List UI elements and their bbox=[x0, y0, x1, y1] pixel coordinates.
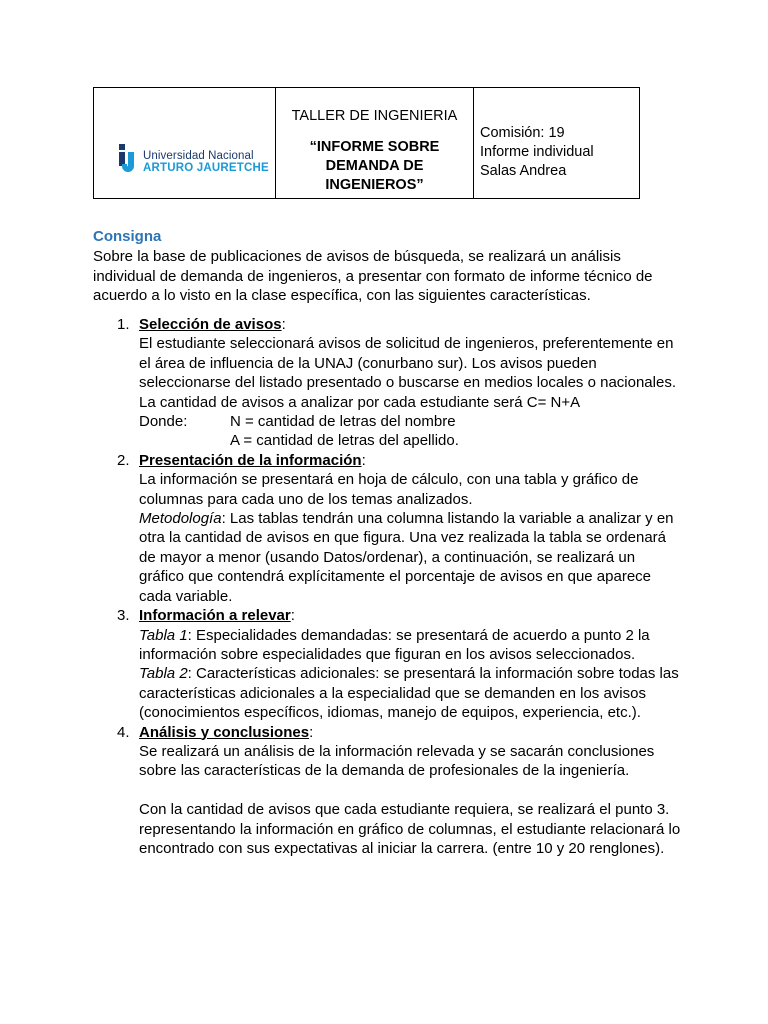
logo-cell bbox=[94, 88, 276, 199]
university-logo bbox=[118, 140, 269, 180]
tabla1-text: : Especialidades demandadas: se presentará de acuerdo a punto 2 la información sobre especialidades que figuran en los avisos seleccionados. bbox=[139, 626, 650, 663]
donde-label: Donde: bbox=[139, 413, 188, 431]
heading-colon: : bbox=[281, 316, 286, 333]
report-type-text: Informe individual bbox=[480, 144, 594, 160]
item-paragraph bbox=[139, 664, 683, 722]
course-name: TALLER DE INGENIERIA bbox=[291, 108, 458, 124]
donde-a: A = cantidad de letras del apellido. bbox=[230, 432, 459, 450]
item-paragraph bbox=[139, 509, 683, 606]
heading-colon: : bbox=[290, 607, 295, 625]
item-heading: Información a relevar bbox=[139, 607, 291, 625]
tabla1-label: Tabla 1 bbox=[139, 626, 188, 644]
item-paragraph: La información se presentará en hoja de cálculo, con una tabla y gráfico de columnas para cada uno de los temas analizados. bbox=[139, 471, 639, 508]
instructions-list bbox=[93, 315, 683, 858]
list-item bbox=[93, 723, 683, 859]
title-cell bbox=[276, 88, 474, 199]
list-item bbox=[93, 451, 683, 606]
metodologia-text: : Las tablas tendrán una columna listando la variable a analizar y en otra la cantidad de avisos en que figura. Una vez realizada la tabla se ordenará de mayor a menor (usando Datos/ordenar), a continuación, se realizará un gráfico que contendrá explícitamente el porcentaje de avisos en que aparece cada variable. bbox=[139, 510, 674, 605]
item-paragraph: Se realizará un análisis de la información relevada y se sacarán conclusiones sobre las características de la demanda de profesionales de la ingeniería. bbox=[139, 742, 655, 780]
report-title: “INFORME SOBRE DEMANDA DE INGENIEROS” bbox=[309, 139, 440, 193]
item-number: 4. bbox=[117, 723, 130, 741]
info-cell bbox=[474, 88, 640, 199]
consigna-intro: Sobre la base de publicaciones de avisos de búsqueda, se realizará un análisis individual de demanda de ingenieros, a presentar con formato de informe técnico de acuerdo a lo visto en la clase específica, con las siguientes características. bbox=[93, 248, 653, 304]
item-number: 3. bbox=[117, 607, 130, 625]
item-paragraph: La cantidad de avisos a analizar por cada estudiante será C= N+A bbox=[139, 393, 581, 411]
consigna-heading: Consigna bbox=[93, 228, 162, 245]
item-heading: Selección de avisos bbox=[139, 316, 282, 333]
header-table bbox=[93, 87, 640, 199]
item-paragraph: El estudiante seleccionará avisos de solicitud de ingenieros, preferentemente en el área de influencia de la UNAJ (conurbano sur). Los avisos pueden seleccionarse del listado presentado o buscarse en medios locales o nacionales. bbox=[139, 335, 676, 392]
unaj-logo-icon bbox=[118, 144, 140, 174]
tabla2-text: : Características adicionales: se presentará la información sobre todas las características adicionales a la especialidad que se demanden en los avisos (conocimientos específicos, idiomas, manejo de equipos, experiencia, etc.). bbox=[139, 665, 679, 722]
item-number: 2. bbox=[117, 451, 130, 469]
donde-n: N = cantidad de letras del nombre bbox=[230, 413, 456, 431]
item-heading: Análisis y conclusiones bbox=[139, 723, 310, 741]
heading-colon: : bbox=[309, 723, 314, 741]
list-item bbox=[93, 315, 683, 451]
heading-colon: : bbox=[361, 451, 366, 469]
author-text: Salas Andrea bbox=[480, 163, 567, 179]
item-heading: Presentación de la información bbox=[139, 451, 362, 469]
comision-text: Comisión: 19 bbox=[480, 125, 565, 141]
item-number: 1. bbox=[117, 316, 130, 333]
item-paragraph bbox=[139, 626, 683, 665]
tabla2-label: Tabla 2 bbox=[139, 665, 188, 683]
formula-legend bbox=[139, 412, 683, 431]
logo-line2: ARTURO JAURETCHE bbox=[143, 162, 269, 174]
metodologia-label: Metodología bbox=[139, 510, 222, 528]
list-item bbox=[93, 606, 683, 722]
item-paragraph: Con la cantidad de avisos que cada estudiante requiera, se realizará el punto 3. representando la información en gráfico de columnas, el estudiante relacionará lo encontrado con sus expectativas al iniciar la carrera. (entre 10 y 20 renglones). bbox=[139, 801, 681, 857]
logo-line1: Universidad Nacional bbox=[143, 150, 254, 162]
